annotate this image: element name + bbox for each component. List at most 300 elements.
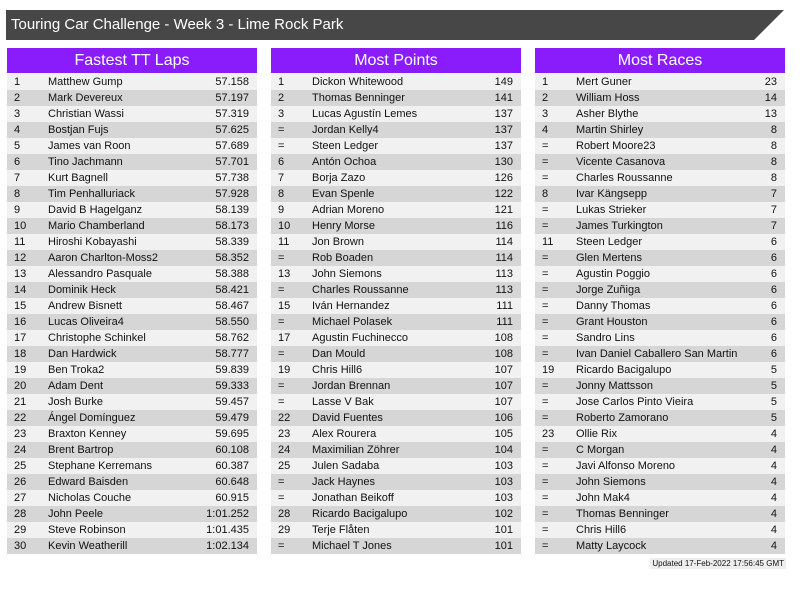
position-cell: 2 — [278, 92, 285, 104]
value-cell: 57.928 — [215, 188, 249, 200]
driver-name-cell: Tino Jachmann — [48, 156, 123, 168]
value-cell: 107 — [494, 396, 513, 408]
table-row — [271, 378, 521, 394]
value-cell: 57.197 — [215, 92, 249, 104]
driver-name-cell: Dickon Whitewood — [312, 76, 404, 88]
position-cell: 19 — [278, 364, 291, 376]
value-cell: 103 — [494, 460, 513, 472]
driver-name-cell: Ben Troka2 — [48, 364, 105, 376]
table-row — [7, 234, 257, 250]
position-cell: = — [542, 508, 549, 520]
value-cell: 7 — [770, 220, 777, 232]
driver-name-cell: Bostjan Fujs — [48, 124, 109, 136]
position-cell: 23 — [542, 428, 555, 440]
table-row — [271, 298, 521, 314]
value-cell: 6 — [770, 316, 777, 328]
driver-name-cell: Matthew Gump — [48, 76, 123, 88]
value-cell: 1:01.435 — [206, 524, 249, 536]
position-cell: 7 — [278, 172, 285, 184]
value-cell: 4 — [770, 428, 777, 440]
value-cell: 58.550 — [215, 316, 249, 328]
value-cell: 137 — [494, 124, 513, 136]
updated-timestamp: Updated 17-Feb-2022 17:56:45 GMT — [652, 559, 784, 568]
driver-name-cell: Jordan Kelly4 — [312, 124, 379, 136]
driver-name-cell: Jorge Zuñiga — [576, 284, 641, 296]
table-row — [271, 426, 521, 442]
driver-name-cell: Robert Moore23 — [576, 140, 656, 152]
value-cell: 104 — [494, 444, 513, 456]
position-cell: 19 — [542, 364, 555, 376]
position-cell: = — [542, 396, 549, 408]
table-row — [7, 394, 257, 410]
position-cell: = — [278, 124, 285, 136]
value-cell: 4 — [770, 540, 777, 552]
table-row — [271, 474, 521, 490]
position-cell: 13 — [278, 268, 291, 280]
value-cell: 60.108 — [215, 444, 249, 456]
position-cell: = — [278, 492, 285, 504]
value-cell: 116 — [495, 220, 513, 232]
value-cell: 4 — [770, 508, 777, 520]
page-title: Touring Car Challenge - Week 3 - Lime Rock Park — [6, 10, 754, 40]
driver-name-cell: Stephane Kerremans — [48, 460, 152, 472]
driver-name-cell: Steen Ledger — [312, 140, 379, 152]
position-cell: 27 — [14, 492, 27, 504]
position-cell: 28 — [14, 508, 27, 520]
driver-name-cell: Sandro Lins — [576, 332, 635, 344]
value-cell: 6 — [770, 284, 777, 296]
value-cell: 6 — [770, 252, 777, 264]
driver-name-cell: Agustin Fuchinecco — [312, 332, 408, 344]
table-row — [535, 442, 785, 458]
table-row — [271, 250, 521, 266]
value-cell: 7 — [770, 204, 777, 216]
value-cell: 58.339 — [215, 236, 249, 248]
value-cell: 5 — [770, 396, 777, 408]
position-cell: = — [542, 380, 549, 392]
position-cell: = — [542, 476, 549, 488]
driver-name-cell: Matty Laycock — [576, 540, 647, 552]
position-cell: = — [278, 284, 285, 296]
table-row — [271, 122, 521, 138]
position-cell: 22 — [14, 412, 27, 424]
driver-name-cell: James Turkington — [576, 220, 663, 232]
value-cell: 60.387 — [215, 460, 249, 472]
table-row — [535, 378, 785, 394]
table-row — [535, 538, 785, 554]
position-cell: = — [542, 156, 549, 168]
table-row — [7, 458, 257, 474]
most-races-panel — [535, 48, 785, 554]
driver-name-cell: Mert Guner — [576, 76, 632, 88]
driver-name-cell: Charles Roussanne — [576, 172, 673, 184]
value-cell: 6 — [770, 300, 777, 312]
driver-name-cell: Dan Mould — [312, 348, 366, 360]
table-row — [7, 266, 257, 282]
value-cell: 114 — [495, 236, 513, 248]
table-row — [7, 154, 257, 170]
table-row — [7, 90, 257, 106]
driver-name-cell: Lucas Agustín Lemes — [312, 108, 418, 120]
value-cell: 107 — [494, 380, 513, 392]
table-row — [535, 490, 785, 506]
position-cell: 11 — [14, 236, 26, 248]
table-row — [7, 426, 257, 442]
position-cell: 3 — [14, 108, 21, 120]
table-row — [271, 394, 521, 410]
position-cell: 21 — [14, 396, 27, 408]
position-cell: 16 — [14, 316, 27, 328]
value-cell: 4 — [770, 476, 777, 488]
table-row — [535, 266, 785, 282]
position-cell: = — [542, 284, 549, 296]
value-cell: 149 — [494, 76, 513, 88]
driver-name-cell: Jack Haynes — [312, 476, 375, 488]
value-cell: 60.915 — [215, 492, 249, 504]
position-cell: 8 — [542, 188, 549, 200]
value-cell: 58.762 — [215, 332, 249, 344]
table-row — [7, 522, 257, 538]
driver-name-cell: Jon Brown — [312, 236, 364, 248]
value-cell: 122 — [494, 188, 513, 200]
position-cell: 14 — [14, 284, 27, 296]
position-cell: 18 — [14, 348, 27, 360]
value-cell: 13 — [764, 108, 777, 120]
table-row — [271, 266, 521, 282]
table-row — [7, 346, 257, 362]
driver-name-cell: Christophe Schinkel — [48, 332, 146, 344]
position-cell: = — [542, 348, 549, 360]
driver-name-cell: Henry Morse — [312, 220, 375, 232]
value-cell: 4 — [770, 524, 777, 536]
value-cell: 59.695 — [215, 428, 249, 440]
value-cell: 59.333 — [215, 380, 249, 392]
value-cell: 103 — [494, 492, 513, 504]
driver-name-cell: David B Hagelganz — [48, 204, 143, 216]
position-cell: 28 — [278, 508, 291, 520]
table-row — [271, 490, 521, 506]
driver-name-cell: Iván Hernandez — [312, 300, 390, 312]
driver-name-cell: Rob Boaden — [312, 252, 374, 264]
driver-name-cell: Borja Zazo — [312, 172, 366, 184]
driver-name-cell: Andrew Bisnett — [48, 300, 122, 312]
table-row — [271, 106, 521, 122]
table-row — [271, 202, 521, 218]
position-cell: 9 — [278, 204, 285, 216]
driver-name-cell: Aaron Charlton-Moss2 — [48, 252, 159, 264]
driver-name-cell: Brent Bartrop — [48, 444, 114, 456]
table-row — [535, 362, 785, 378]
driver-name-cell: Ricardo Bacigalupo — [576, 364, 672, 376]
table-row — [535, 474, 785, 490]
value-cell: 58.388 — [215, 268, 249, 280]
value-cell: 58.352 — [215, 252, 249, 264]
position-cell: = — [542, 140, 549, 152]
table-row — [535, 74, 785, 90]
value-cell: 137 — [494, 108, 513, 120]
value-cell: 1:02.134 — [206, 540, 249, 552]
position-cell: = — [542, 300, 549, 312]
position-cell: 7 — [14, 172, 21, 184]
driver-name-cell: Michael Polasek — [312, 316, 393, 328]
position-cell: 2 — [542, 92, 549, 104]
position-cell: 23 — [14, 428, 27, 440]
table-row — [7, 442, 257, 458]
table-row — [535, 410, 785, 426]
table-row — [271, 410, 521, 426]
table-row — [535, 394, 785, 410]
panel-title: Fastest TT Laps — [7, 48, 257, 73]
position-cell: = — [278, 140, 285, 152]
driver-name-cell: Josh Burke — [48, 396, 104, 408]
position-cell: = — [542, 252, 549, 264]
table-row — [271, 506, 521, 522]
value-cell: 107 — [494, 364, 513, 376]
position-cell: = — [278, 348, 285, 360]
value-cell: 137 — [494, 140, 513, 152]
driver-name-cell: Grant Houston — [576, 316, 648, 328]
position-cell: 11 — [542, 236, 554, 248]
table-row — [535, 522, 785, 538]
table-row — [535, 346, 785, 362]
table-row — [535, 218, 785, 234]
table-row — [271, 186, 521, 202]
position-cell: 15 — [14, 300, 27, 312]
position-cell: = — [542, 460, 549, 472]
value-cell: 4 — [770, 460, 777, 472]
position-cell: = — [542, 540, 549, 552]
value-cell: 121 — [494, 204, 513, 216]
position-cell: 11 — [278, 236, 290, 248]
position-cell: = — [542, 316, 549, 328]
table-row — [535, 202, 785, 218]
table-row — [7, 298, 257, 314]
table-row — [271, 282, 521, 298]
value-cell: 7 — [770, 188, 777, 200]
value-cell: 5 — [770, 364, 777, 376]
panel-title: Most Points — [271, 48, 521, 73]
value-cell: 103 — [494, 476, 513, 488]
value-cell: 59.839 — [215, 364, 249, 376]
value-cell: 23 — [764, 76, 777, 88]
value-cell: 57.319 — [215, 108, 249, 120]
table-row — [7, 202, 257, 218]
value-cell: 8 — [770, 140, 777, 152]
table-row — [271, 538, 521, 554]
driver-name-cell: Lucas Oliveira4 — [48, 316, 124, 328]
position-cell: 6 — [14, 156, 21, 168]
driver-name-cell: Thomas Benninger — [576, 508, 669, 520]
position-cell: 1 — [542, 76, 549, 88]
table-row — [7, 218, 257, 234]
driver-name-cell: Adam Dent — [48, 380, 104, 392]
driver-name-cell: Jordan Brennan — [312, 380, 391, 392]
value-cell: 111 — [496, 300, 513, 312]
value-cell: 8 — [770, 156, 777, 168]
table-row — [535, 330, 785, 346]
driver-name-cell: Nicholas Couche — [48, 492, 132, 504]
table-row — [535, 90, 785, 106]
position-cell: 10 — [14, 220, 27, 232]
table-row — [7, 138, 257, 154]
position-cell: 3 — [278, 108, 285, 120]
value-cell: 130 — [494, 156, 513, 168]
driver-name-cell: Edward Baisden — [48, 476, 129, 488]
driver-name-cell: John Siemons — [312, 268, 382, 280]
driver-name-cell: David Fuentes — [312, 412, 383, 424]
value-cell: 58.467 — [215, 300, 249, 312]
table-row — [535, 458, 785, 474]
position-cell: 6 — [278, 156, 285, 168]
position-cell: 17 — [14, 332, 27, 344]
driver-name-cell: Lukas Strieker — [576, 204, 647, 216]
table-row — [271, 314, 521, 330]
value-cell: 141 — [494, 92, 513, 104]
value-cell: 58.421 — [215, 284, 249, 296]
table-row — [271, 90, 521, 106]
value-cell: 57.701 — [215, 156, 249, 168]
driver-name-cell: Dominik Heck — [48, 284, 116, 296]
table-row — [7, 122, 257, 138]
driver-name-cell: Maximilian Zöhrer — [312, 444, 400, 456]
driver-name-cell: Asher Blythe — [576, 108, 639, 120]
table-row — [535, 106, 785, 122]
position-cell: 8 — [278, 188, 285, 200]
position-cell: = — [542, 204, 549, 216]
table-row — [271, 154, 521, 170]
most-points-list — [271, 74, 521, 554]
position-cell: = — [542, 172, 549, 184]
value-cell: 59.457 — [215, 396, 249, 408]
driver-name-cell: Agustin Poggio — [576, 268, 650, 280]
position-cell: 25 — [14, 460, 27, 472]
table-row — [7, 506, 257, 522]
position-cell: = — [278, 252, 285, 264]
driver-name-cell: Tim Penhalluriack — [48, 188, 136, 200]
driver-name-cell: Julen Sadaba — [312, 460, 380, 472]
value-cell: 57.158 — [215, 76, 249, 88]
value-cell: 111 — [496, 316, 513, 328]
value-cell: 60.648 — [215, 476, 249, 488]
value-cell: 8 — [770, 172, 777, 184]
table-row — [271, 362, 521, 378]
table-row — [271, 522, 521, 538]
position-cell: 8 — [14, 188, 21, 200]
driver-name-cell: Adrian Moreno — [312, 204, 385, 216]
position-cell: 13 — [14, 268, 27, 280]
value-cell: 108 — [494, 332, 513, 344]
table-row — [535, 122, 785, 138]
position-cell: = — [542, 220, 549, 232]
table-row — [271, 218, 521, 234]
most-points-panel — [271, 48, 521, 554]
table-row — [535, 154, 785, 170]
position-cell: = — [278, 476, 285, 488]
position-cell: 23 — [278, 428, 291, 440]
driver-name-cell: Terje Flåten — [312, 524, 370, 536]
driver-name-cell: Charles Roussanne — [312, 284, 409, 296]
driver-name-cell: John Mak4 — [576, 492, 630, 504]
position-cell: 20 — [14, 380, 27, 392]
table-row — [7, 362, 257, 378]
driver-name-cell: Javi Alfonso Moreno — [576, 460, 676, 472]
value-cell: 58.173 — [215, 220, 249, 232]
position-cell: = — [278, 316, 285, 328]
table-row — [7, 538, 257, 554]
driver-name-cell: Michael T Jones — [312, 540, 392, 552]
position-cell: 4 — [14, 124, 21, 136]
table-row — [271, 458, 521, 474]
value-cell: 101 — [494, 540, 513, 552]
position-cell: = — [542, 332, 549, 344]
value-cell: 6 — [770, 236, 777, 248]
driver-name-cell: Antón Ochoa — [312, 156, 377, 168]
position-cell: 25 — [278, 460, 291, 472]
position-cell: = — [542, 524, 549, 536]
driver-name-cell: Evan Spenle — [312, 188, 375, 200]
table-row — [7, 490, 257, 506]
position-cell: 17 — [278, 332, 291, 344]
value-cell: 8 — [770, 124, 777, 136]
position-cell: = — [542, 268, 549, 280]
table-row — [7, 474, 257, 490]
table-row — [7, 186, 257, 202]
driver-name-cell: Alessandro Pasquale — [48, 268, 152, 280]
value-cell: 1:01.252 — [206, 508, 249, 520]
position-cell: 3 — [542, 108, 549, 120]
driver-name-cell: Mario Chamberland — [48, 220, 145, 232]
position-cell: 2 — [14, 92, 21, 104]
driver-name-cell: Steen Ledger — [576, 236, 643, 248]
table-row — [7, 74, 257, 90]
driver-name-cell: James van Roon — [48, 140, 131, 152]
driver-name-cell: Ollie Rix — [576, 428, 617, 440]
value-cell: 105 — [494, 428, 513, 440]
position-cell: 22 — [278, 412, 291, 424]
value-cell: 101 — [494, 524, 513, 536]
table-row — [535, 186, 785, 202]
table-row — [7, 282, 257, 298]
driver-name-cell: Chris Hill6 — [576, 524, 627, 536]
table-row — [7, 106, 257, 122]
title-banner-tip — [754, 10, 784, 40]
driver-name-cell: Vicente Casanova — [576, 156, 666, 168]
table-row — [535, 506, 785, 522]
value-cell: 108 — [494, 348, 513, 360]
driver-name-cell: John Peele — [48, 508, 104, 520]
fastest-tt-laps-panel — [7, 48, 257, 554]
driver-name-cell: Danny Thomas — [576, 300, 651, 312]
position-cell: 5 — [14, 140, 21, 152]
value-cell: 6 — [770, 332, 777, 344]
position-cell: = — [542, 412, 549, 424]
driver-name-cell: Glen Mertens — [576, 252, 643, 264]
table-row — [271, 330, 521, 346]
value-cell: 6 — [770, 348, 777, 360]
table-row — [271, 346, 521, 362]
position-cell: 24 — [278, 444, 291, 456]
driver-name-cell: Mark Devereux — [48, 92, 123, 104]
driver-name-cell: Braxton Kenney — [48, 428, 127, 440]
driver-name-cell: Thomas Benninger — [312, 92, 405, 104]
driver-name-cell: Ángel Domínguez — [48, 412, 136, 424]
table-row — [271, 442, 521, 458]
position-cell: 10 — [278, 220, 291, 232]
driver-name-cell: Kevin Weatherill — [48, 540, 128, 552]
driver-name-cell: Lasse V Bak — [312, 396, 374, 408]
position-cell: = — [542, 444, 549, 456]
table-row — [535, 282, 785, 298]
